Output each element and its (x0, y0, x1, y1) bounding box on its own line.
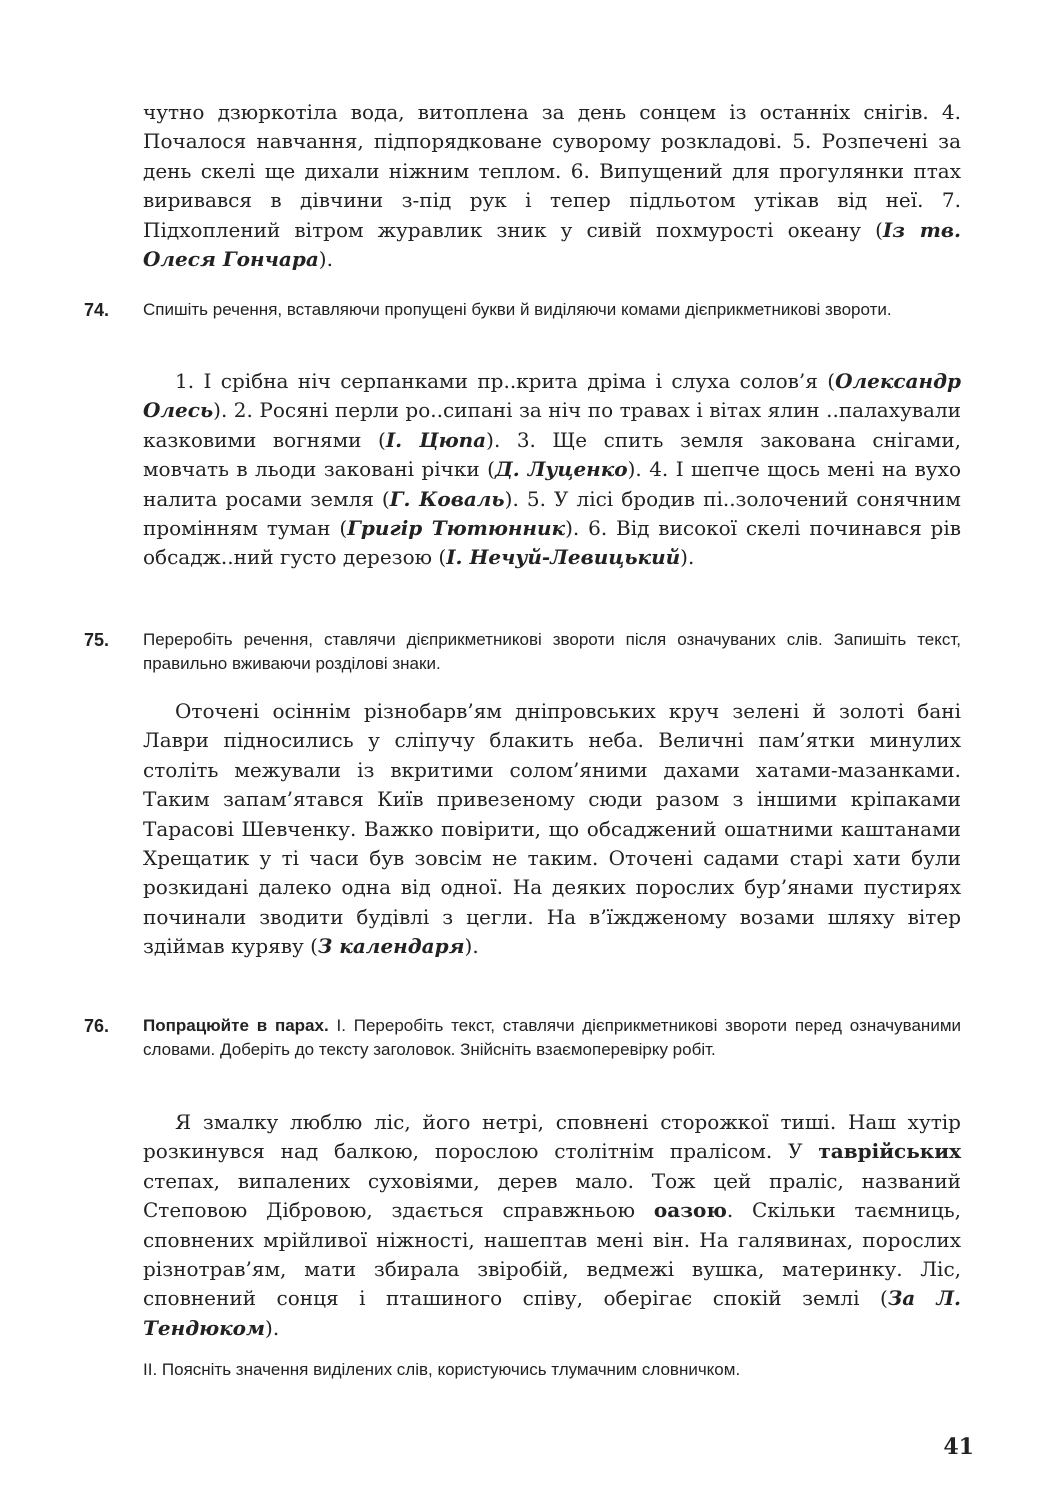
text-fragment: ). 2. Росяні перли ро..сипані за ніч по травах і вітах ялин ..палахували казковими вогнями ( (143, 398, 961, 452)
author-citation: Д. Луценко (494, 457, 628, 482)
text-fragment: ). 6. Від високої скелі починався рів обсадж..ний густо дерезою ( (143, 516, 962, 570)
author-citation: За Л. Тендюком (143, 1286, 961, 1340)
exercise-75 (84, 628, 961, 676)
text-fragment: ). (265, 1315, 280, 1340)
exercise-75-text (143, 697, 961, 962)
intro-source: Із тв. Олеся Гончара (143, 217, 961, 272)
highlighted-word: таврійських (818, 1139, 961, 1164)
author-citation: Г. Коваль (389, 486, 505, 511)
instruction-text: І. Переробіть текст, ставлячи дієприкметникові звороти перед означуваними словами. Доберіть до тексту заголовок. Знійсніть взаємоперевірку робіт. (143, 1016, 962, 1059)
text-fragment: . Скільки таємниць, сповнених мрійливої ніжності, нашептав мені він. На галявинах, порослих різнотрав’ям, мати збирала звіробій, ведмежі вушка, материнку. Ліс, сповнений сонця і пташиного співу, оберігає спокій землі ( (143, 1198, 961, 1311)
author-citation: І. Нечуй-Левицький (446, 545, 681, 570)
intro-end: ). (318, 247, 333, 272)
text-fragment: ). 4. І шепче щось мені на вухо налита росами земля ( (143, 457, 961, 511)
text-fragment: Я змалку люблю ліс, його нетрі, сповнені сторожкої тиші. Наш хутір розкинувся над балкою, порослою столітнім пралісом. У (143, 1110, 961, 1164)
intro-text: чутно дзюркотіла вода, витоплена за день сонцем із останніх снігів. 4. Почалося навчання, підпорядковане суворому розкладові. 5. Розпечені за день скелі ще дихали ніжним теплом. 6. Випущений для прогулянки птах виривався в дівчини з-під рук і тепер підльотом утікав від неї. 7. Підхоплений вітром журавлик зник у сивій похмурості океану ( (143, 100, 961, 242)
exercise-instruction (143, 1014, 961, 1062)
author-citation: З календаря (317, 934, 465, 959)
exercise-number: 75. (84, 630, 110, 650)
text-fragment: ). 3. Ще спить земля закована снігами, мовчать в льоди заковані річки ( (143, 427, 962, 482)
highlighted-word: оазою (653, 1198, 727, 1223)
author-citation: Олександр Олесь (143, 369, 961, 423)
exercise-76 (84, 1014, 961, 1062)
pair-work-label: Попрацюйте в парах. (143, 1016, 329, 1035)
author-citation: І. Цюпа (385, 427, 487, 452)
page-number: 41 (943, 1434, 974, 1460)
exercise-76-part2: ІІ. Поясніть значення виділених слів, користуючись тлумачним словничком. (143, 1360, 741, 1379)
author-citation: Григір Тютюнник (347, 516, 566, 541)
exercise-instruction: Спишіть речення, вставляючи пропущені букви й виділяючи комами дієприкметникові звороти. (143, 300, 892, 319)
exercise-74 (84, 298, 961, 322)
exercise-instruction: Переробіть речення, ставлячи дієприкметникові звороти після означуваних слів. Запишіть текст, правильно вживаючи розділові знаки. (143, 630, 961, 673)
text-fragment: ). 5. У лісі бродив пі..золочений сонячним промінням туман ( (143, 486, 961, 541)
text-fragment: 1. І срібна ніч серпанками пр..крита дріма і слуха солов’я ( (175, 369, 836, 393)
intro-paragraph (143, 98, 961, 274)
text-fragment: степах, випалених суховіями, дерев мало. Тож цей праліс, названий Степовою Дібровою, здається справжньою (143, 1168, 961, 1223)
exercise-number: 76. (84, 1016, 110, 1036)
exercise-number: 74. (84, 300, 110, 320)
text-fragment: Оточені осіннім різнобарв’ям дніпровських круч зелені й золоті бані Лаври підносились у сліпучу блакить неба. Величні пам’ятки минулих століть межували із вкритими солом’яними дахами хатами-мазанками. Таким запам’ятався Київ привезеному сюди разом з іншими кріпаками Тарасові Шевченку. Важко повірити, що обсаджений ошатними каштанами Хрещатик у ті часи був зовсім не таким. Оточені садами старі хати були розкидані далеко одна від одної. На деяких порослих бур’янами пустирях починали зводити будівлі з цегли. На в’їждженому возами шляху вітер здіймав куряву ( (143, 699, 961, 959)
text-fragment: ). (464, 934, 479, 959)
exercise-74-text (143, 367, 961, 573)
exercise-76-text (143, 1108, 961, 1343)
text-fragment: ). (680, 545, 695, 570)
